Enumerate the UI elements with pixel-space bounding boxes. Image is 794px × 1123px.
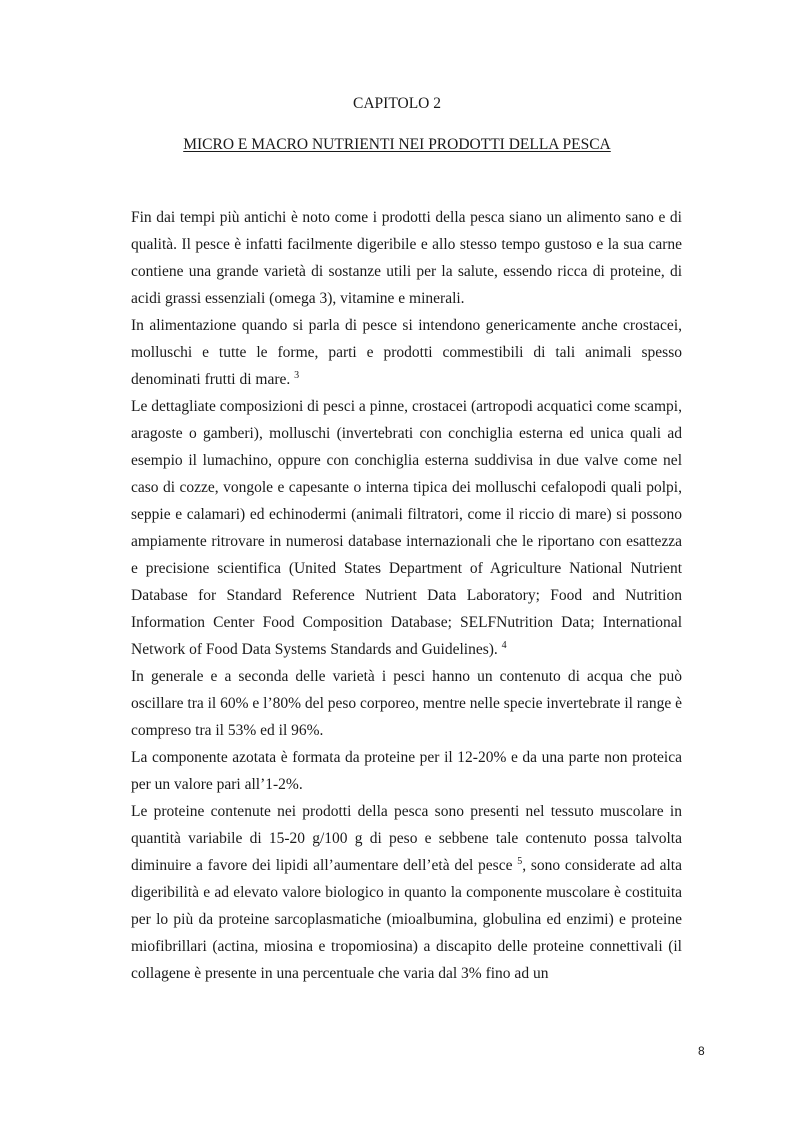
paragraph (131, 312, 682, 393)
chapter-title (0, 136, 794, 154)
paragraph-text-continued: , sono considerate ad alta digeribilità e ad elevato valore biologico in quanto la componente muscolare è costituita per lo più da proteine sarcoplasmatiche (mioalbumina, globulina ed enzimi) e proteine miofibrillari (actina, miosina e tropomiosina) a discapito delle proteine connettivali (il collagene è presente in una percentuale che varia dal 3% fino ad un (131, 857, 682, 982)
paragraph-text: La componente azotata è formata da proteine per il 12-20% e da una parte non proteica per un valore pari all’1-2%. (131, 749, 682, 793)
paragraph-text: Le dettagliate composizioni di pesci a pinne, crostacei (artropodi acquatici come scampi, aragoste o gamberi), molluschi (invertebrati con conchiglia esterna ed unica quali ad esempio il lumachino, oppure con conchiglia esterna suddivisa in due valve come nel caso di cozze, vongole e capesante o interna tipica dei molluschi cefalopodi quali polpi, seppie e calamari) ed echinodermi (animali filtratori, come il riccio di mare) si possono ampiamente ritrovare in numerosi database internazionali che le riportano con esattezza e precisione scientifica (United States Department of Agriculture National Nutrient Database for Standard Reference Nutrient Data Laboratory; Food and Nutrition Information Center Food Composition Database; SELFNutrition Data; International Network of Food Data Systems Standards and Guidelines). (131, 398, 682, 658)
paragraph-text: In generale e a seconda delle varietà i pesci hanno un contenuto di acqua che può oscillare tra il 60% e l’80% del peso corporeo, mentre nelle specie invertebrate il range è compreso tra il 53% ed il 96%. (131, 668, 682, 739)
paragraph (131, 744, 682, 798)
paragraph (131, 663, 682, 744)
footnote-ref[interactable]: 5 (517, 856, 523, 867)
chapter-title-text: MICRO E MACRO NUTRIENTI NEI PRODOTTI DELLA PESCA (183, 136, 611, 153)
body-text (131, 204, 682, 987)
page-number: 8 (698, 1044, 705, 1058)
paragraph-text: In alimentazione quando si parla di pesce si intendono genericamente anche crostacei, molluschi e tutte le forme, parti e prodotti commestibili di tali animali spesso denominati frutti di mare. (131, 317, 682, 388)
paragraph (131, 798, 682, 987)
paragraph (131, 393, 682, 663)
footnote-ref[interactable]: 3 (294, 370, 300, 381)
chapter-heading: CAPITOLO 2 (353, 95, 441, 112)
footnote-ref[interactable]: 4 (501, 640, 507, 651)
paragraph-text: Fin dai tempi più antichi è noto come i prodotti della pesca siano un alimento sano e di qualità. Il pesce è infatti facilmente digeribile e allo stesso tempo gustoso e la sua carne contiene una grande varietà di sostanze utili per la salute, essendo ricca di proteine, di acidi grassi essenziali (omega 3), vitamine e minerali. (131, 209, 682, 307)
paragraph (131, 204, 682, 312)
paragraph-text: Le proteine contenute nei prodotti della pesca sono presenti nel tessuto muscolare in quantità variabile di 15-20 g/100 g di peso e sebbene tale contenuto possa talvolta diminuire a favore dei lipidi all’aumentare dell’età del pesce (131, 803, 682, 874)
